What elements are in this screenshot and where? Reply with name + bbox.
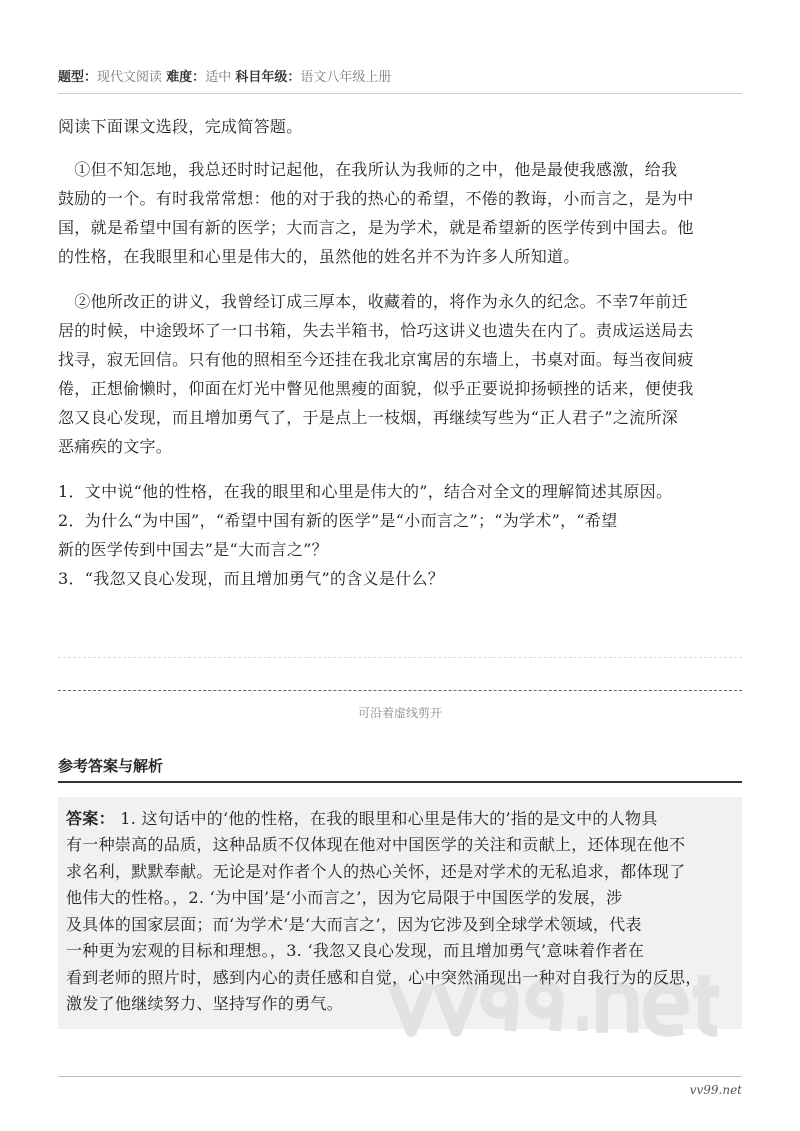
footer-divider [58,1076,742,1077]
text-line: 看到老师的照片时，感到内心的责任感和自觉，心中突然涌现出一种对自我行为的反思， [66,968,702,987]
answer-label: 答案： [66,809,115,828]
text-line: 找寻，寂无回信。只有他的照相至今还挂在我北京寓居的东墙上，书桌对面。每当夜间疲 [58,350,694,369]
header-divider [58,93,742,94]
text-line: 及具体的国家层面；而‘为学术’是‘大而言之’，因为它涉及到全球学术领域，代表 [66,915,642,934]
type-label: 题型： [58,70,98,85]
text-line: 忽又良心发现，而且增加勇气了，于是点上一枝烟，再继续写些为“正人君子”之流所深 [58,408,679,427]
text-line: ①但不知怎地，我总还时时记起他，在我所认为我师的之中，他是最使我感激，给我 [58,160,678,179]
footer-site: vv99.net [689,1083,742,1097]
question: 3．“我忽又良心发现，而且增加勇气”的含义是什么？ [58,569,445,588]
instruction: 阅读下面课文选段，完成简答题。 [58,117,303,136]
cut-hint: 可沿着虚线剪开 [357,706,442,720]
text-line: 的性格，在我眼里和心里是伟大的，虽然他的姓名并不为许多人所知道。 [58,247,580,266]
text-line: 1. 这句话中的‘他的性格，在我的眼里和心里是伟大的’指的是文中的人物具 [114,809,658,828]
question: 1．文中说“他的性格，在我的眼里和心里是伟大的”，结合对全文的理解简述其原因。 [58,482,673,501]
text-line: 恶痛疾的文字。 [58,437,173,456]
answer-area-line [58,657,742,658]
text-line: 国，就是希望中国有新的医学；大而言之，是为学术，就是希望新的医学传到中国去。他 [58,218,694,237]
question-meta [58,66,391,85]
difficulty-label: 难度： [166,70,206,85]
answer-first-line [66,806,658,829]
text-line: 他伟大的性格。，2. ‘为中国’是‘小而言之’，因为它局限于中国医学的发展，涉 [66,888,623,907]
grade-value: 语文八年级上册 [300,70,392,85]
section-divider [58,781,742,783]
text-line: 激发了他继续努力、坚持写作的勇气。 [66,994,344,1013]
cut-line [58,690,742,691]
text-line: 一种更为宏观的目标和理想。，3. ‘我忽又良心发现，而且增加勇气’意味着作者在 [66,941,645,960]
type-value: 现代文阅读 [97,70,163,85]
text-line: 居的时候，中途毁坏了一口书箱，失去半箱书，恰巧这讲义也遗失在内了。责成运送局去 [58,321,694,340]
question: 2．为什么“为中国”，“希望中国有新的医学”是“小而言之”；“为学术”，“希望 [58,511,618,530]
text-line: 求名利，默默奉献。无论是对作者个人的热心关怀，还是对学术的无私追求，都体现了 [66,862,686,881]
text-line: 倦，正想偷懒时，仰面在灯光中瞥见他黑瘦的面貌，似乎正要说抑扬顿挫的话来，便使我 [58,379,694,398]
text-line: 有一种崇高的品质，这种品质不仅体现在他对中国医学的关注和贡献上，还体现在他不 [66,835,686,854]
question: 新的医学传到中国去”是“大而言之”？ [58,540,328,559]
text-line: ②他所改正的讲义，我曾经订成三厚本，收藏着的，将作为永久的纪念。不幸7年前迁 [58,292,688,311]
section-title: 参考答案与解析 [58,757,164,775]
difficulty-value: 适中 [205,70,232,85]
grade-label: 科目年级： [235,70,301,85]
text-line: 鼓励的一个。有时我常常想：他的对于我的热心的希望，不倦的教诲，小而言之，是为中 [58,189,694,208]
